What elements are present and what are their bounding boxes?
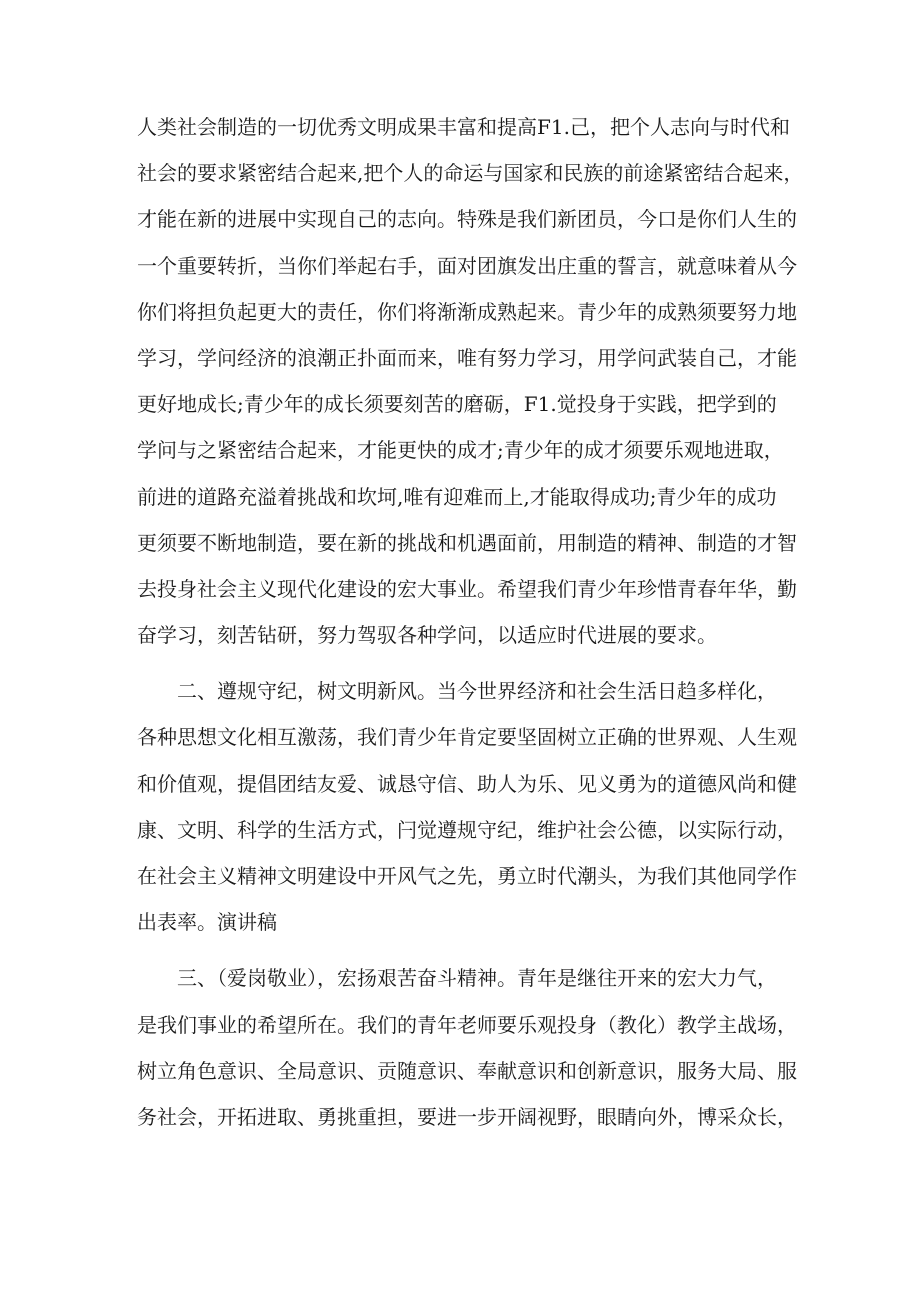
text-line: 一个重要转折，当你们举起右手，面对团旗发出庄重的誓言，就意味着从今 xyxy=(137,253,797,278)
text-line: 树立角色意识、全局意识、贡随意识、奉献意识和创新意识，服务大局、服 xyxy=(137,1058,797,1083)
text-line: 更好地成长;青少年的成长须要刻苦的磨砺，F1.觉投身于实践，把学到的 xyxy=(137,392,777,417)
text-line: 社会的要求紧密结合起来,把个人的命运与国家和民族的前途紧密结合起来， xyxy=(137,161,804,186)
paragraph-1 xyxy=(137,104,804,658)
text-line: 在社会主义精神文明建设中开风气之先，勇立时代潮头，为我们其他同学作 xyxy=(137,864,797,888)
text-line: 和价值观，提倡团结友爱、诚恳守信、助人为乐、见义勇为的道德风尚和健 xyxy=(137,771,797,796)
text-line: 前进的道路充溢着挑战和坎坷,唯有迎难而上,才能取得成功;青少年的成功 xyxy=(137,484,777,509)
text-line: 人类社会制造的一切优秀文明成果丰富和提高F1.己，把个人志向与时代和 xyxy=(137,115,790,139)
text-line: 三、（爱岗敬业），宏扬艰苦奋斗精神。青年是继往开来的宏大力气， xyxy=(177,966,777,991)
text-line: 去投身社会主义现代化建设的宏大事业。希望我们青少年珍惜青春年华，勤 xyxy=(137,576,797,601)
text-line: 才能在新的进展中实现自己的志向。特殊是我们新团员，今口是你们人生的 xyxy=(137,207,797,232)
document-body xyxy=(137,104,804,1140)
paragraph-2 xyxy=(137,668,797,945)
text-line: 各种思想文化相互激荡，我们青少年肯定要坚固树立正确的世界观、人生观 xyxy=(137,725,797,750)
text-line: 是我们事业的希望所在。我们的青年老师要乐观投身（教化）教学主战场， xyxy=(137,1012,797,1037)
paragraph-3 xyxy=(137,955,797,1140)
text-line: 二、遵规守纪，树文明新风。当今世界经济和社会生活日趋多样化， xyxy=(177,679,777,704)
text-line: 学问与之紧密结合起来，才能更快的成才;青少年的成才须要乐观地进取， xyxy=(137,438,784,463)
text-line: 务社会，开拓进取、勇挑重担，要进一步开阔视野，眼睛向外，博采众长， xyxy=(137,1104,797,1129)
text-line: 更须要不断地制造，要在新的挑战和机遇面前，用制造的精神、制造的才智 xyxy=(137,530,797,555)
text-line: 出表率。演讲稿 xyxy=(137,910,277,935)
text-line: 奋学习，刻苦钻研，努力驾驭各种学问，以适应时代进展的要求。 xyxy=(137,623,717,648)
text-line: 你们将担负起更大的责任，你们将渐渐成熟起来。青少年的成熟须要努力地 xyxy=(137,299,797,324)
text-line: 学习，学问经济的浪潮正扑面而来，唯有努力学习，用学问武装自己，才能 xyxy=(137,345,797,370)
text-line: 康、文明、科学的生活方式，闩觉遵规守纪，维护社会公德，以实际行动， xyxy=(137,817,797,842)
